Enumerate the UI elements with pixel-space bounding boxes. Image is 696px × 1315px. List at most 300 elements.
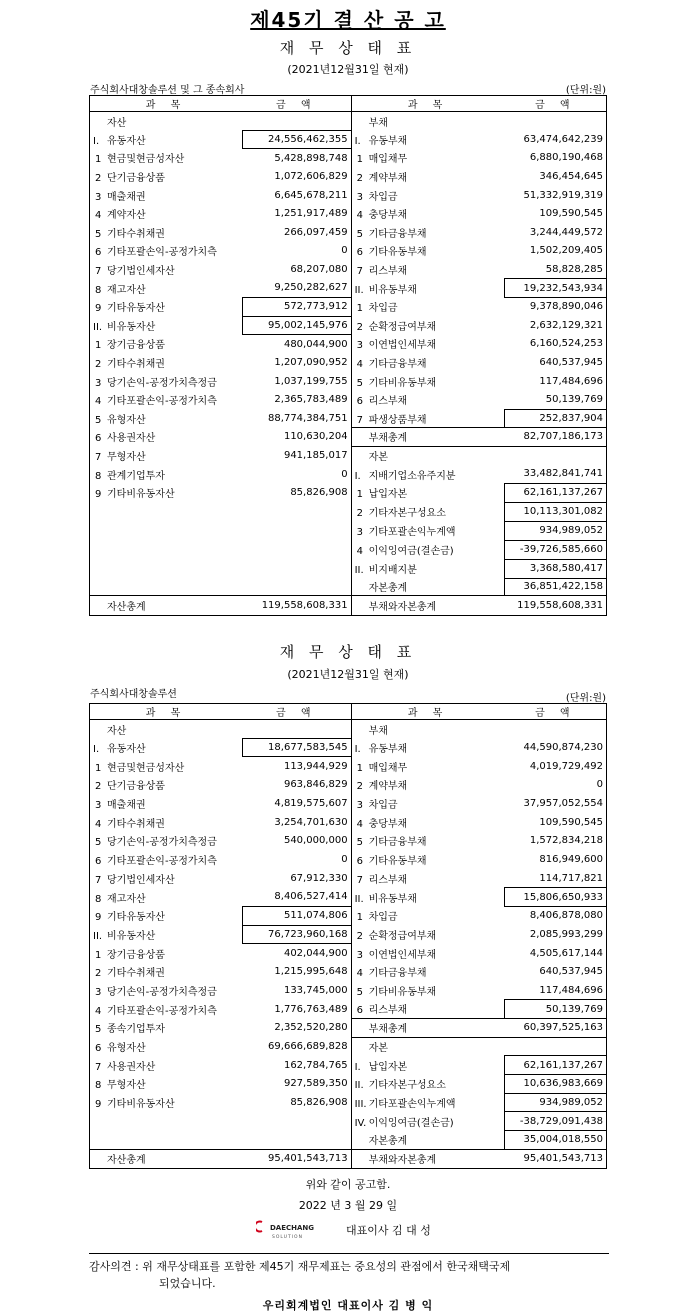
section2-date: (2021년12월31일 현재) <box>287 668 409 681</box>
right-item-label: 기타유동부채 <box>368 856 427 868</box>
left-item <box>90 428 243 447</box>
right-item <box>351 981 505 1000</box>
left-item-index: 2 <box>95 359 102 371</box>
header-right-name: 과 목 <box>351 704 505 720</box>
right-item-index: 7 <box>356 874 363 886</box>
right-item <box>351 962 505 981</box>
right-item-label: 차입금 <box>368 303 398 315</box>
right-amount: -39,726,585,660 <box>505 540 607 559</box>
right-amount: 50,139,769 <box>545 393 603 405</box>
table-row <box>90 167 607 186</box>
right-item <box>351 944 505 963</box>
right-item-index: 6 <box>356 247 363 259</box>
right-item <box>351 813 505 832</box>
left-item-label: 기타포괄손익-공정가치측 <box>107 856 217 868</box>
right-amount: 33,482,841,741 <box>523 468 603 480</box>
left-amount: 402,044,900 <box>242 944 351 963</box>
right-item <box>351 888 505 907</box>
right-item <box>351 720 505 739</box>
right-amount: 114,717,821 <box>539 872 603 884</box>
table-row <box>90 925 607 944</box>
right-item-label: 충당부채 <box>368 818 408 830</box>
table-row <box>90 390 607 409</box>
left-item-label: 기타포괄손익-공정가치측 <box>107 396 217 408</box>
left-item <box>90 776 243 795</box>
right-item-label: 납입자본 <box>368 489 408 501</box>
right-item-index: 5 <box>356 986 363 998</box>
left-amount <box>242 559 351 578</box>
auditor-signature: 우리회계법인 대표이사 김 병 익 <box>262 1299 434 1312</box>
right-item <box>351 149 505 168</box>
right-item-index: 5 <box>356 377 363 389</box>
right-item-index: 4 <box>356 359 363 371</box>
header-right-name: 과 목 <box>351 96 505 112</box>
table-row <box>90 149 607 168</box>
right-item-label: 기타비유동부채 <box>368 377 437 389</box>
left-item <box>90 888 243 907</box>
left-item <box>90 595 243 615</box>
table-row <box>90 1037 607 1056</box>
right-item-index: II. <box>354 893 364 905</box>
right-amount: 37,957,052,554 <box>523 798 603 810</box>
left-item-index: 8 <box>95 470 102 482</box>
left-item-label: 무형자산 <box>107 1080 146 1092</box>
left-item <box>90 869 243 888</box>
table-row <box>90 981 607 1000</box>
table-row <box>90 465 607 484</box>
table-row <box>90 1000 607 1019</box>
right-item <box>351 578 505 595</box>
left-amount: 95,401,543,713 <box>242 1149 351 1168</box>
left-amount <box>242 540 351 559</box>
header-left-name: 과 목 <box>90 704 243 720</box>
left-amount: 133,745,000 <box>242 981 351 1000</box>
right-item-index: III. <box>354 1099 367 1111</box>
right-item-index: II. <box>354 284 364 296</box>
left-item <box>90 521 243 540</box>
audit-opinion <box>89 1253 609 1292</box>
left-item-label: 사용권자산 <box>107 433 156 445</box>
left-amount: 68,207,080 <box>242 260 351 279</box>
left-item-index: 2 <box>95 968 102 980</box>
left-item-label: 비유동자산 <box>107 321 156 333</box>
right-item-index: 3 <box>356 949 363 961</box>
table-row <box>90 242 607 261</box>
right-amount: 15,806,650,933 <box>505 888 607 907</box>
table-row <box>90 595 607 615</box>
left-item-label: 당기법인세자산 <box>107 874 175 886</box>
right-item <box>351 595 505 615</box>
table-row <box>90 578 607 595</box>
right-item-index: 3 <box>356 800 363 812</box>
right-item <box>351 925 505 944</box>
right-item-label: 비유동부채 <box>368 284 417 296</box>
right-amount <box>505 112 607 131</box>
left-item <box>90 850 243 869</box>
right-item-index: I. <box>354 135 361 147</box>
left-item-label: 기타유동자산 <box>107 912 165 924</box>
right-amount: 640,537,945 <box>539 357 603 369</box>
right-item <box>351 1112 505 1131</box>
left-item-index: 2 <box>95 781 102 793</box>
left-amount: 24,556,462,355 <box>242 130 351 149</box>
right-item-label: 자본총계 <box>368 583 408 595</box>
right-item-label: 매입채무 <box>368 762 408 774</box>
table-row <box>90 757 607 776</box>
left-item-index: 4 <box>95 1005 102 1017</box>
left-item <box>90 242 243 261</box>
section1-heading: 재 무 상 태 표 <box>279 39 417 57</box>
right-item-label: 계약부채 <box>368 173 408 185</box>
left-item <box>90 757 243 776</box>
company-logo-icon <box>256 1218 318 1244</box>
right-item-index: 4 <box>356 968 363 980</box>
right-item-index: 4 <box>356 210 363 222</box>
right-item <box>351 869 505 888</box>
left-amount: 162,784,765 <box>242 1056 351 1075</box>
left-item-index: 7 <box>95 266 102 278</box>
left-item-label: 유형자산 <box>107 1043 146 1055</box>
left-item-index: 6 <box>95 856 102 868</box>
left-item-index: 5 <box>95 837 102 849</box>
right-item-index: 1 <box>356 489 363 501</box>
right-item-index: 1 <box>356 912 363 924</box>
left-item-label: 매출채권 <box>107 800 146 812</box>
right-item <box>351 1131 505 1150</box>
left-item-index: I. <box>93 744 100 756</box>
header-left-name: 과 목 <box>90 96 243 112</box>
left-item-label: 기타수취채권 <box>107 359 165 371</box>
table-row <box>90 353 607 372</box>
right-item-label: 부채와자본총계 <box>368 1155 437 1167</box>
left-item <box>90 1093 243 1112</box>
right-amount: 62,161,137,267 <box>505 483 607 502</box>
left-item-label: 자산총계 <box>107 1155 146 1167</box>
right-amount: 62,161,137,267 <box>505 1056 607 1075</box>
right-amount: 44,590,874,230 <box>523 742 603 754</box>
left-amount: 6,645,678,211 <box>242 186 351 205</box>
right-item-index: 2 <box>356 321 363 333</box>
right-item <box>351 776 505 795</box>
right-item-index: 2 <box>356 173 363 185</box>
left-amount: 1,072,606,829 <box>242 167 351 186</box>
left-item <box>90 944 243 963</box>
right-item-index: 4 <box>356 546 363 558</box>
right-amount: 35,004,018,550 <box>505 1131 607 1150</box>
right-item <box>351 1019 505 1038</box>
right-item-label: 차입금 <box>368 800 398 812</box>
right-amount: 4,019,729,492 <box>529 760 603 772</box>
left-amount <box>242 1131 351 1150</box>
left-amount: 1,776,763,489 <box>242 1000 351 1019</box>
left-amount: 540,000,000 <box>242 832 351 851</box>
table-header <box>90 96 607 112</box>
left-item-index: 8 <box>95 893 102 905</box>
left-amount: 266,097,459 <box>242 223 351 242</box>
left-item <box>90 316 243 335</box>
right-item-index: II. <box>354 1080 364 1092</box>
left-item-index: 4 <box>95 818 102 830</box>
left-item-index: 6 <box>95 247 102 259</box>
left-amount <box>242 112 351 131</box>
right-amount: 9,378,890,046 <box>529 301 603 313</box>
closing-notice: 위와 같이 공고함. <box>305 1178 391 1191</box>
left-item-label: 기타수취채권 <box>107 968 165 980</box>
left-item <box>90 1075 243 1094</box>
right-amount: 60,397,525,163 <box>505 1019 607 1038</box>
right-item <box>351 372 505 391</box>
left-item-label: 비유동자산 <box>107 930 156 942</box>
left-item-label: 기타포괄손익-공정가치측 <box>107 247 217 259</box>
left-item <box>90 149 243 168</box>
left-item <box>90 1056 243 1075</box>
audit-opinion-line2: 되었습니다. <box>159 1277 216 1290</box>
table-row <box>90 335 607 354</box>
left-item-label: 자산총계 <box>107 601 146 613</box>
right-item-label: 부채와자본총계 <box>368 601 437 613</box>
left-item <box>90 559 243 578</box>
right-item-label: 기타금융부채 <box>368 359 427 371</box>
right-item <box>351 521 505 540</box>
left-item-index: 1 <box>95 762 102 774</box>
right-item-index: 2 <box>356 781 363 793</box>
left-item <box>90 204 243 223</box>
left-item <box>90 962 243 981</box>
header-right-amount: 금 액 <box>505 96 607 112</box>
right-item-label: 리스부채 <box>368 266 408 278</box>
right-amount: 2,085,993,299 <box>529 928 603 940</box>
left-amount: 113,944,929 <box>242 757 351 776</box>
right-amount: 119,558,608,331 <box>505 595 607 615</box>
right-item-label: 차입금 <box>368 912 398 924</box>
left-item-index: 3 <box>95 191 102 203</box>
table-row <box>90 1075 607 1094</box>
closing-date: 2022 년 3 월 29 일 <box>298 1199 398 1212</box>
left-amount: 572,773,912 <box>242 297 351 316</box>
left-item-label: 장기금융상품 <box>107 340 165 352</box>
left-item-label: 기타수취채권 <box>107 228 165 240</box>
left-amount: 18,677,583,545 <box>242 738 351 757</box>
right-amount: 10,113,301,082 <box>505 502 607 521</box>
table-row <box>90 186 607 205</box>
left-item-label: 사용권자산 <box>107 1061 156 1073</box>
left-item-label: 매출채권 <box>107 191 146 203</box>
left-amount: 2,365,783,489 <box>242 390 351 409</box>
right-item-index: 3 <box>356 527 363 539</box>
right-item <box>351 1075 505 1094</box>
right-item <box>351 794 505 813</box>
right-amount <box>505 720 607 739</box>
right-item-label: 지배기업소유주지분 <box>368 470 456 482</box>
left-item-index: II. <box>93 930 103 942</box>
left-item-label: 당기손익-공정가치측정금 <box>107 986 217 998</box>
right-item <box>351 757 505 776</box>
table-row <box>90 540 607 559</box>
right-item-index: II. <box>354 565 364 577</box>
left-amount <box>242 521 351 540</box>
right-item-label: 부채총계 <box>368 1024 408 1036</box>
right-amount: 640,537,945 <box>539 966 603 978</box>
right-item <box>351 260 505 279</box>
company-logo <box>256 1218 318 1244</box>
left-item-label: 기타비유동자산 <box>107 1099 175 1111</box>
left-item <box>90 794 243 813</box>
left-item <box>90 186 243 205</box>
right-amount: 934,989,052 <box>505 1093 607 1112</box>
left-item-label: 기타비유동자산 <box>107 489 175 501</box>
right-item <box>351 223 505 242</box>
left-item <box>90 372 243 391</box>
left-item-label: 당기손익-공정가치측정금 <box>107 377 217 389</box>
left-amount: 0 <box>242 850 351 869</box>
right-item <box>351 297 505 316</box>
right-item-index: 7 <box>356 414 363 426</box>
left-item-index: 6 <box>95 1043 102 1055</box>
left-amount: 963,846,829 <box>242 776 351 795</box>
right-amount: 3,368,580,417 <box>505 559 607 578</box>
left-amount: 1,215,995,648 <box>242 962 351 981</box>
left-item-index: 1 <box>95 949 102 961</box>
left-item-label: 유동자산 <box>107 744 146 756</box>
logo-subtext: SOLUTION <box>272 1235 303 1240</box>
left-item-index: 7 <box>95 451 102 463</box>
header-left-amount: 금 액 <box>242 704 351 720</box>
left-item-index: 4 <box>95 396 102 408</box>
right-item <box>351 1000 505 1019</box>
table-row <box>90 720 607 739</box>
right-amount: 0 <box>596 779 603 791</box>
right-item <box>351 279 505 298</box>
table-row <box>90 372 607 391</box>
right-amount <box>505 446 607 465</box>
right-item-index: 3 <box>356 191 363 203</box>
section2-meta <box>90 685 606 704</box>
left-item-label: 자산 <box>107 117 127 129</box>
table-header <box>90 704 607 720</box>
table-row <box>90 428 607 447</box>
right-item <box>351 540 505 559</box>
audit-opinion-line1: 감사의견 : 위 재무상태표를 포함한 제45기 재무제표는 중요성의 관점에서 한국채택국제 <box>89 1260 511 1273</box>
right-amount: 109,590,545 <box>539 816 603 828</box>
left-item-index: 1 <box>95 154 102 166</box>
section1-company: 주식회사대창솔루션 및 그 종속회사 <box>90 85 245 96</box>
left-item <box>90 1037 243 1056</box>
left-item-label: 장기금융상품 <box>107 949 165 961</box>
section2-unit: (단위:원) <box>565 693 606 704</box>
right-amount: 816,949,600 <box>539 854 603 866</box>
left-item <box>90 925 243 944</box>
right-amount: 10,636,983,669 <box>505 1075 607 1094</box>
table-row <box>90 944 607 963</box>
section1-unit: (단위:원) <box>565 85 606 96</box>
right-item-index: I. <box>354 470 361 482</box>
left-item-label: 유형자산 <box>107 414 146 426</box>
left-item-index: 4 <box>95 210 102 222</box>
right-amount: 3,244,449,572 <box>529 226 603 238</box>
right-amount: 8,406,878,080 <box>529 910 603 922</box>
right-item-label: 순확정급여부채 <box>368 321 437 333</box>
left-item-index: 9 <box>95 1099 102 1111</box>
left-amount <box>242 502 351 521</box>
header-right-amount: 금 액 <box>505 704 607 720</box>
right-item <box>351 465 505 484</box>
right-item-index: 7 <box>356 266 363 278</box>
table-row <box>90 962 607 981</box>
table-row <box>90 1019 607 1038</box>
left-amount: 95,002,145,976 <box>242 316 351 335</box>
left-amount: 941,185,017 <box>242 446 351 465</box>
right-item-index: 2 <box>356 508 363 520</box>
representative: 대표이사 김 대 성 <box>346 1224 431 1237</box>
left-item <box>90 502 243 521</box>
left-item-index: 3 <box>95 986 102 998</box>
left-amount: 927,589,350 <box>242 1075 351 1094</box>
table-row <box>90 223 607 242</box>
right-item-label: 비유동부채 <box>368 893 417 905</box>
table-row <box>90 409 607 428</box>
right-item-label: 이연법인세부채 <box>368 340 437 352</box>
header-left-amount: 금 액 <box>242 96 351 112</box>
left-item <box>90 167 243 186</box>
right-item-index: 3 <box>356 340 363 352</box>
right-amount: 19,232,543,934 <box>505 279 607 298</box>
table-row <box>90 850 607 869</box>
right-item-label: 유동부채 <box>368 135 408 147</box>
table-row <box>90 521 607 540</box>
table-row <box>90 1149 607 1168</box>
right-item <box>351 1056 505 1075</box>
right-item-label: 기타비유동부채 <box>368 986 437 998</box>
left-amount: 119,558,608,331 <box>242 595 351 615</box>
left-item <box>90 483 243 502</box>
right-item-label: 기타포괄손익누계액 <box>368 1099 456 1111</box>
table-row <box>90 559 607 578</box>
right-item-label: 이연법인세부채 <box>368 949 437 961</box>
left-item-label: 단기금융상품 <box>107 173 165 185</box>
left-item <box>90 465 243 484</box>
right-item-label: 부채 <box>368 725 388 737</box>
right-item <box>351 409 505 428</box>
right-item <box>351 483 505 502</box>
right-item-label: 유동부채 <box>368 744 408 756</box>
right-item <box>351 1149 505 1168</box>
left-amount: 1,251,917,489 <box>242 204 351 223</box>
right-amount: -38,729,091,438 <box>505 1112 607 1131</box>
right-item <box>351 1037 505 1056</box>
table-row <box>90 204 607 223</box>
left-amount: 88,774,384,751 <box>242 409 351 428</box>
separate-balance-sheet <box>89 703 607 1169</box>
right-amount: 95,401,543,713 <box>505 1149 607 1168</box>
right-item-index: 1 <box>356 762 363 774</box>
left-item <box>90 1019 243 1038</box>
left-amount: 85,826,908 <box>242 483 351 502</box>
left-item <box>90 260 243 279</box>
right-amount: 36,851,422,158 <box>505 578 607 595</box>
left-amount: 5,428,898,748 <box>242 149 351 168</box>
right-item-index: I. <box>354 744 361 756</box>
left-item-index: 2 <box>95 173 102 185</box>
right-item <box>351 167 505 186</box>
left-amount: 2,352,520,280 <box>242 1019 351 1038</box>
right-item-index: 5 <box>356 837 363 849</box>
right-item-label: 기타포괄손익누계액 <box>368 527 456 539</box>
section2-company: 주식회사대창솔루션 <box>90 689 177 700</box>
left-amount: 1,207,090,952 <box>242 353 351 372</box>
left-amount: 3,254,701,630 <box>242 813 351 832</box>
left-item-index: 7 <box>95 874 102 886</box>
table-row <box>90 446 607 465</box>
